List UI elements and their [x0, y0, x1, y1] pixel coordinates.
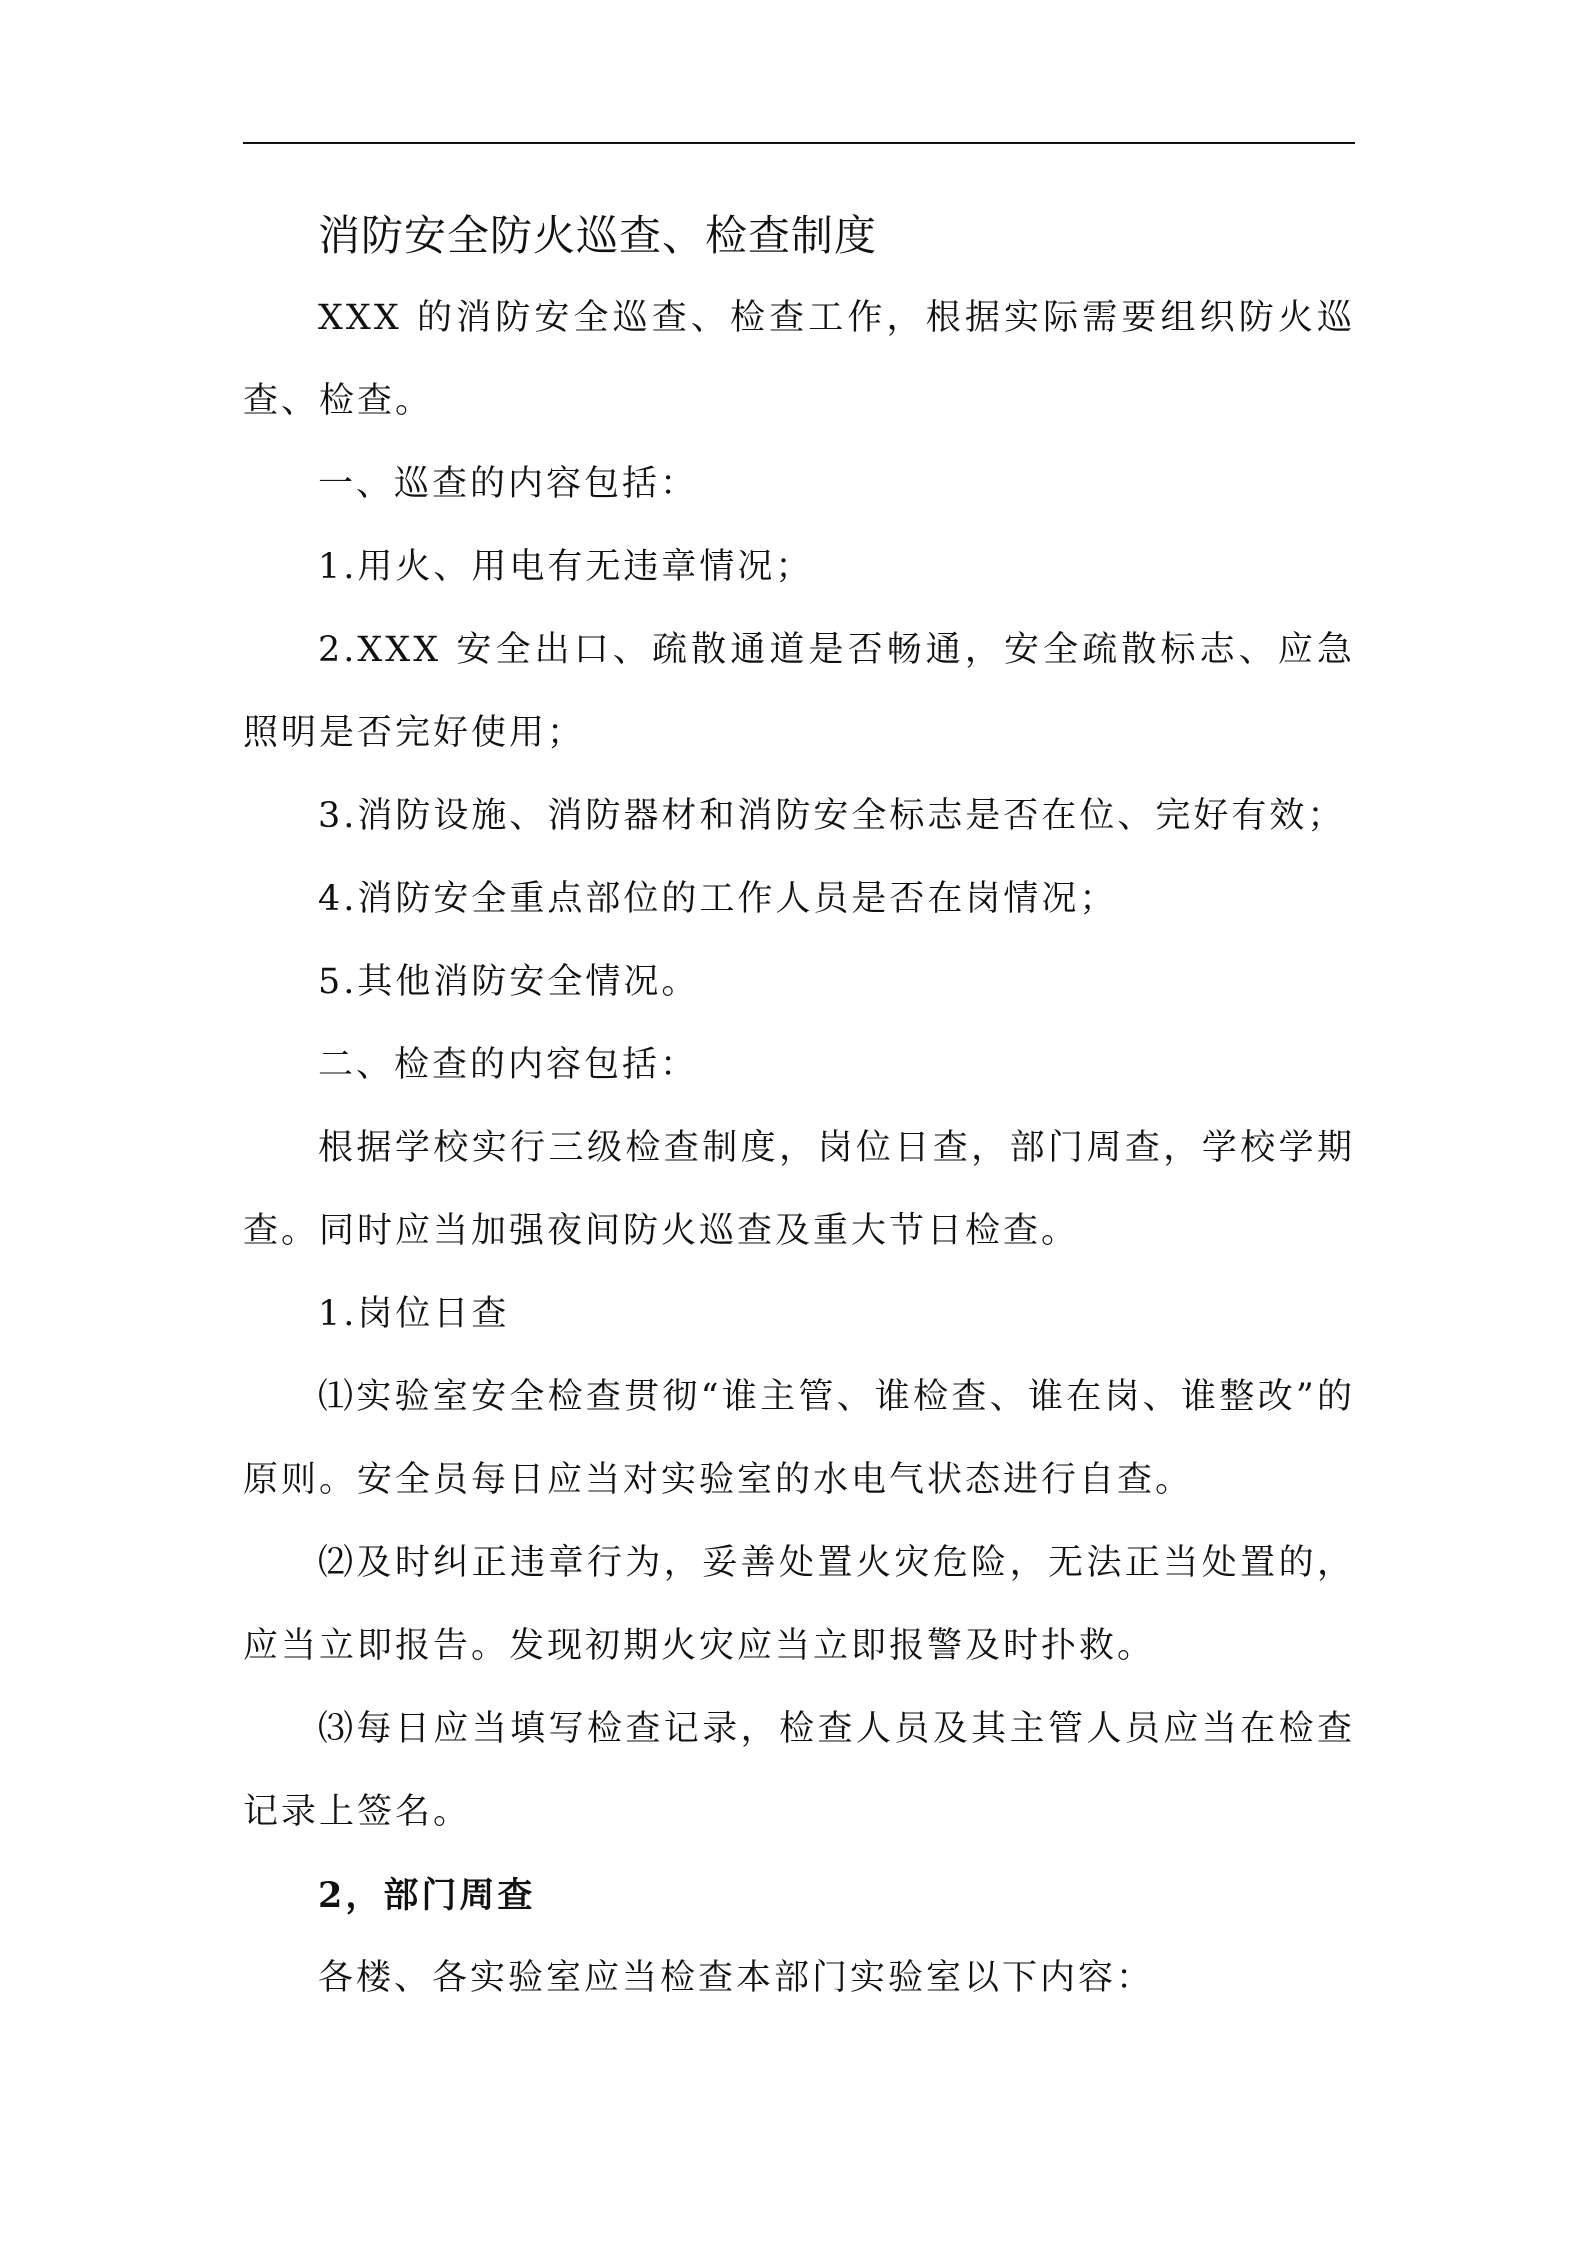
subsection2-intro: 各楼、各实验室应当检查本部门实验室以下内容： — [318, 1958, 1155, 1998]
subsection1-item-1: ⑴实验室安全检查贯彻“谁主管、谁检查、谁在岗、谁整改”的原则。安全员每日应当对实验室的水电气状态进行自查。 — [243, 1377, 1355, 1500]
subsection1-item-2: ⑵及时纠正违章行为，妥善处置火灾危险，无法正当处置的，应当立即报告。发现初期火灾应当立即报警及时扑救。 — [243, 1543, 1355, 1666]
section1-item-1: 1.用火、用电有无违章情况； — [318, 547, 814, 587]
document-body — [243, 195, 1355, 2020]
document-title: 消防安全防火巡查、检查制度 — [318, 211, 878, 260]
subsection1-heading: 1.岗位日查 — [318, 1294, 510, 1334]
subsection1-item-3: ⑶每日应当填写检查记录，检查人员及其主管人员应当在检查记录上签名。 — [243, 1709, 1355, 1832]
header-rule — [243, 142, 1355, 144]
section1-item-2: 2.XXX 安全出口、疏散通道是否畅通，安全疏散标志、应急照明是否完好使用； — [243, 630, 1355, 753]
section1-item-5: 5.其他消防安全情况。 — [318, 962, 700, 1002]
section2-intro: 根据学校实行三级检查制度，岗位日查，部门周查，学校学期查。同时应当加强夜间防火巡查及重大节日检查。 — [243, 1128, 1355, 1251]
section1-item-3: 3.消防设施、消防器材和消防安全标志是否在位、完好有效； — [318, 796, 1346, 836]
intro-paragraph: XXX 的消防安全巡查、检查工作，根据实际需要组织防火巡查、检查。 — [243, 298, 1355, 421]
section1-item-4: 4.消防安全重点部位的工作人员是否在岗情况； — [318, 879, 1118, 919]
section2-heading: 二、检查的内容包括： — [318, 1045, 699, 1085]
section1-heading: 一、巡查的内容包括： — [318, 464, 699, 504]
subsection2-heading: 2，部门周查 — [318, 1875, 536, 1916]
